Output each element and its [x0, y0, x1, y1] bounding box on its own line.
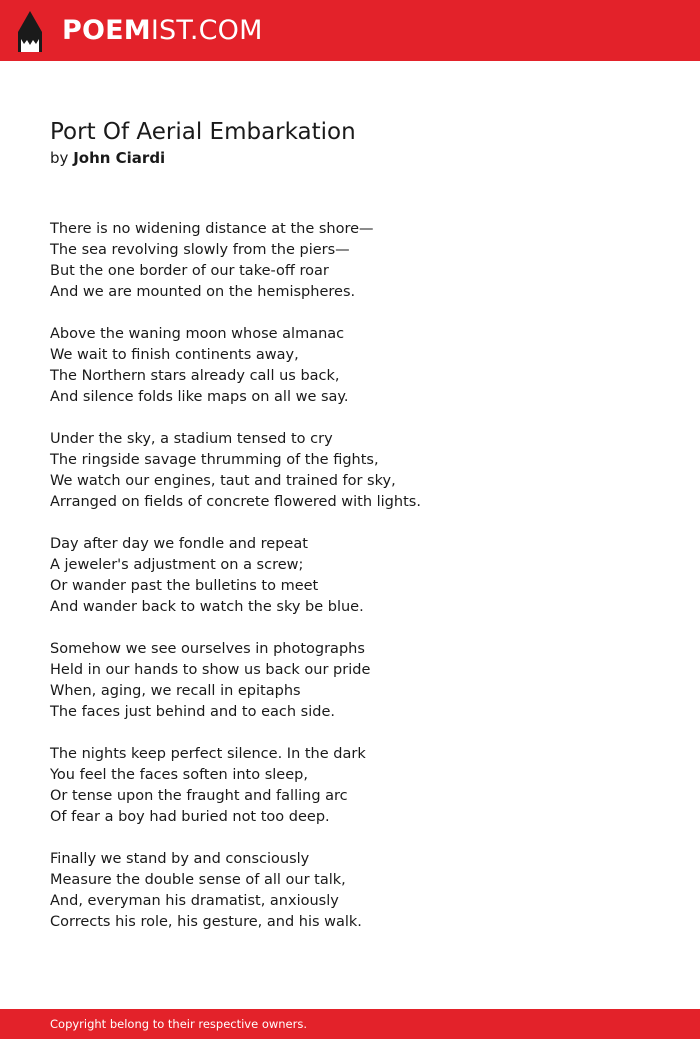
poem-line: Above the waning moon whose almanac	[50, 326, 345, 342]
poem-line: And wander back to watch the sky be blue.	[50, 599, 364, 615]
copyright-text: Copyright belong to their respective owners.	[50, 1017, 308, 1031]
poem-line: The faces just behind and to each side.	[50, 704, 335, 720]
poem-line: You feel the faces soften into sleep,	[50, 767, 308, 783]
stanza	[50, 744, 670, 828]
site-name-light: IST.COM	[150, 15, 263, 46]
site-footer	[0, 1009, 700, 1039]
stanza	[50, 219, 670, 303]
poem-body	[50, 219, 670, 954]
poem-line: The Northern stars already call us back,	[50, 368, 340, 384]
poem-line: The sea revolving slowly from the piers—	[50, 242, 350, 258]
byline	[50, 148, 165, 169]
poem-line: Measure the double sense of all our talk,	[50, 872, 346, 888]
site-logo[interactable]	[18, 9, 263, 53]
poem-line: The ringside savage thrumming of the fights,	[50, 452, 379, 468]
poem-line: And silence folds like maps on all we say.	[50, 389, 349, 405]
site-name	[62, 9, 263, 53]
poem-line: Finally we stand by and consciously	[50, 851, 310, 867]
poem-line: We wait to finish continents away,	[50, 347, 299, 363]
poem-line: And, everyman his dramatist, anxiously	[50, 893, 339, 909]
poem-line: Day after day we fondle and repeat	[50, 536, 308, 552]
poem-line: When, aging, we recall in epitaphs	[50, 683, 301, 699]
poem-line: Somehow we see ourselves in photographs	[50, 641, 365, 657]
poem-line: There is no widening distance at the shore—	[50, 221, 374, 237]
poem-title: Port Of Aerial Embarkation	[50, 119, 356, 145]
poem-line: Of fear a boy had buried not too deep.	[50, 809, 330, 825]
byline-prefix: by	[50, 149, 69, 167]
poem-line: Or tense upon the fraught and falling arc	[50, 788, 348, 804]
poem-line: Corrects his role, his gesture, and his walk.	[50, 914, 362, 930]
author-name: John Ciardi	[73, 149, 166, 167]
site-header	[0, 0, 700, 61]
poem-line: But the one border of our take-off roar	[50, 263, 329, 279]
site-name-bold: POEM	[62, 15, 151, 46]
poem-line: The nights keep perfect silence. In the dark	[50, 746, 366, 762]
poem-line: Or wander past the bulletins to meet	[50, 578, 319, 594]
poem-line: And we are mounted on the hemispheres.	[50, 284, 356, 300]
stanza	[50, 534, 670, 618]
poem-line: Arranged on fields of concrete flowered with lights.	[50, 494, 421, 510]
poem-line: Under the sky, a stadium tensed to cry	[50, 431, 333, 447]
pencil-logo-icon	[18, 11, 42, 52]
stanza	[50, 429, 670, 513]
stanza	[50, 849, 670, 933]
stanza	[50, 639, 670, 723]
poem-line: Held in our hands to show us back our pride	[50, 662, 371, 678]
poem-line: We watch our engines, taut and trained for sky,	[50, 473, 396, 489]
stanza	[50, 324, 670, 408]
poem-line: A jeweler's adjustment on a screw;	[50, 557, 304, 573]
